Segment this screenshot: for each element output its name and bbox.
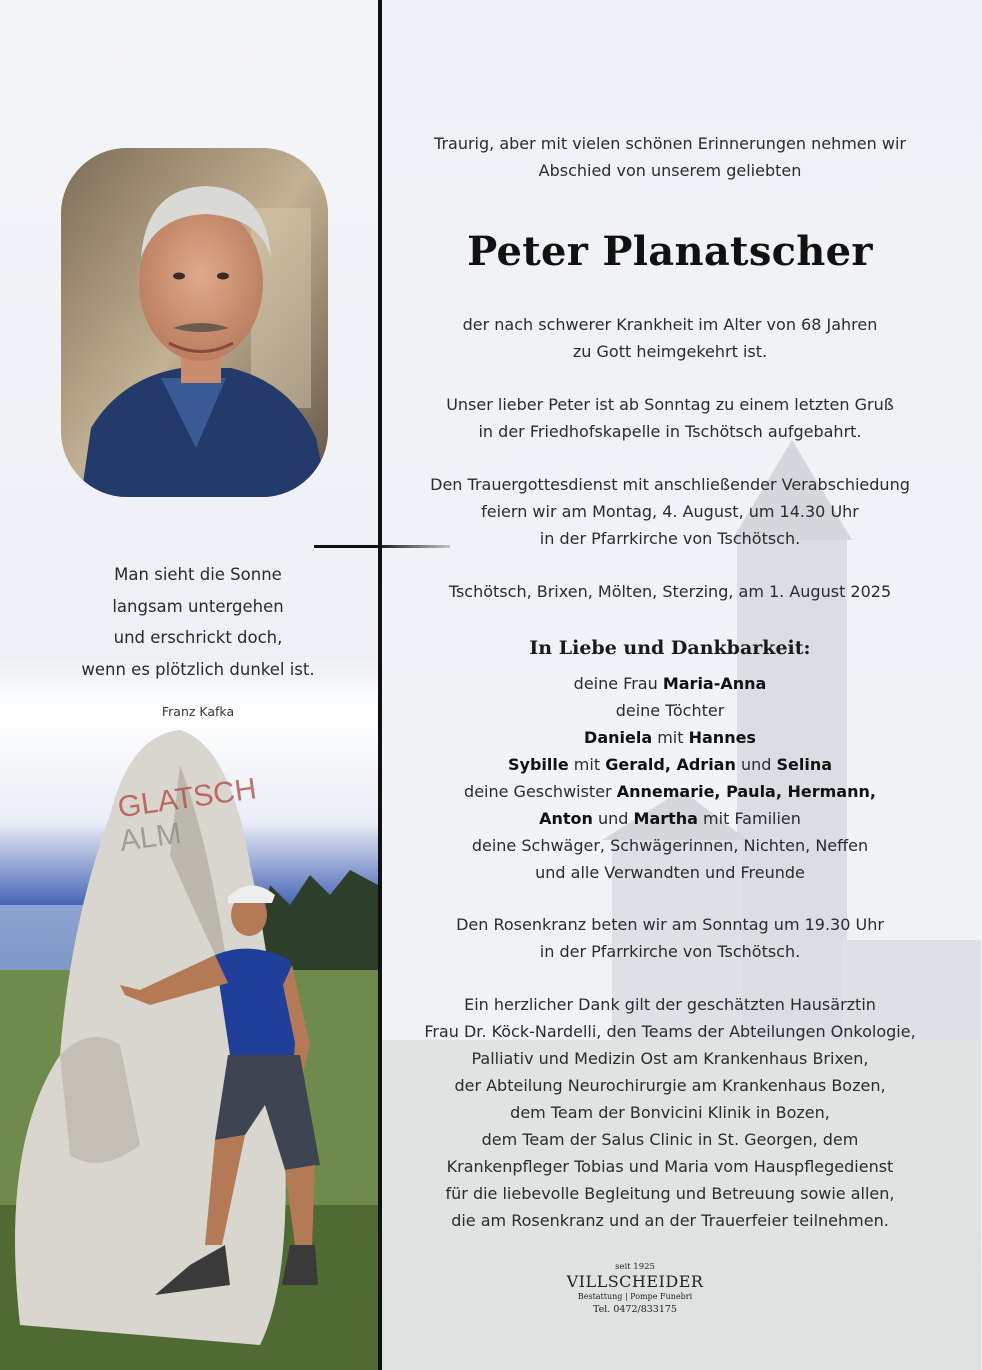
deceased-name: Peter Planatscher xyxy=(467,228,873,275)
intro-line: Traurig, aber mit vielen schönen Erinnerungen nehmen wir xyxy=(434,134,906,153)
thanks-line: dem Team der Salus Clinic in St. Georgen, dem xyxy=(481,1130,859,1149)
thanks-line: Krankenpfleger Tobias und Maria vom Hauspflegedienst xyxy=(446,1157,894,1176)
hiker-photo xyxy=(0,725,378,1370)
mourners-heading: In Liebe und Dankbarkeit: xyxy=(529,637,811,659)
portrait-photo xyxy=(61,148,328,497)
viewing-line: Unser lieber Peter ist ab Sonntag zu einem letzten Gruß xyxy=(446,395,894,414)
thanks-line: Palliativ und Medizin Ost am Krankenhaus Brixen, xyxy=(471,1049,869,1068)
death-notice-line: der nach schwerer Krankheit im Alter von 68 Jahren xyxy=(462,315,878,334)
rock-sign-text: GLATSCH xyxy=(115,772,259,825)
place-date: Tschötsch, Brixen, Mölten, Sterzing, am 1. August 2025 xyxy=(448,582,892,601)
mourner-line: Daniela mit Hannes xyxy=(584,728,756,747)
funeral-info xyxy=(400,471,940,552)
portrait-illustration xyxy=(61,148,328,497)
thanks-line: dem Team der Bonvicini Klinik in Bozen, xyxy=(510,1103,830,1122)
funeral-home-logo xyxy=(540,1262,730,1315)
thanks-line: Frau Dr. Köck-Nardelli, den Teams der Abteilungen Onkologie, xyxy=(424,1022,916,1041)
quote-line: Man sieht die Sonne xyxy=(114,565,282,584)
mourner-line: deine Schwäger, Schwägerinnen, Nichten, Neffen xyxy=(471,836,869,855)
intro-text xyxy=(400,130,940,184)
mourner-line: deine Töchter xyxy=(615,701,725,720)
mourners-list xyxy=(400,670,940,886)
quote-line: wenn es plötzlich dunkel ist. xyxy=(81,659,315,679)
thanks-line: für die liebevolle Begleitung und Betreuung sowie allen, xyxy=(445,1184,895,1203)
mourner-line: Anton und Martha mit Familien xyxy=(539,809,801,828)
quote-author: Franz Kafka xyxy=(161,704,235,719)
kafka-quote xyxy=(40,559,356,685)
rosary-info xyxy=(400,911,940,965)
logo-brand: VILLSCHEIDER xyxy=(566,1272,704,1291)
death-notice xyxy=(400,311,940,365)
thanks-text xyxy=(400,991,940,1234)
thanks-line: der Abteilung Neurochirurgie am Krankenhaus Bozen, xyxy=(454,1076,886,1095)
rosary-line: in der Pfarrkirche von Tschötsch. xyxy=(539,942,801,961)
svg-text:ALM: ALM xyxy=(117,816,184,859)
mourner-line: deine Frau Maria-Anna xyxy=(573,674,767,693)
thanks-line: die am Rosenkranz und an der Trauerfeier teilnehmen. xyxy=(451,1211,889,1230)
mourner-line: und alle Verwandten und Freunde xyxy=(535,863,805,882)
logo-subtitle: Bestattung | Pompe Funebri xyxy=(577,1292,693,1301)
quote-line: langsam untergehen xyxy=(112,596,284,616)
death-notice-line: zu Gott heimgekehrt ist. xyxy=(572,342,768,361)
funeral-line: in der Pfarrkirche von Tschötsch. xyxy=(539,529,801,548)
thanks-line: Ein herzlicher Dank gilt der geschätzten Hausärztin xyxy=(464,995,876,1014)
left-panel xyxy=(0,0,378,1370)
mourner-line: deine Geschwister Annemarie, Paula, Hermann, xyxy=(464,782,876,801)
logo-phone: Tel. 0472/833175 xyxy=(593,1304,677,1315)
cross-vertical-bar xyxy=(378,0,382,1370)
funeral-line: feiern wir am Montag, 4. August, um 14.30 Uhr xyxy=(481,502,859,521)
viewing-info xyxy=(400,391,940,445)
mourner-line: Sybille mit Gerald, Adrian und Selina xyxy=(508,755,832,774)
viewing-line: in der Friedhofskapelle in Tschötsch aufgebahrt. xyxy=(478,422,862,441)
rosary-line: Den Rosenkranz beten wir am Sonntag um 19.30 Uhr xyxy=(456,915,884,934)
logo-since: seit 1925 xyxy=(615,1262,655,1272)
quote-line: und erschrickt doch, xyxy=(113,628,283,647)
funeral-line: Den Trauergottesdienst mit anschließender Verabschiedung xyxy=(430,475,910,494)
intro-line: Abschied von unserem geliebten xyxy=(538,161,802,180)
